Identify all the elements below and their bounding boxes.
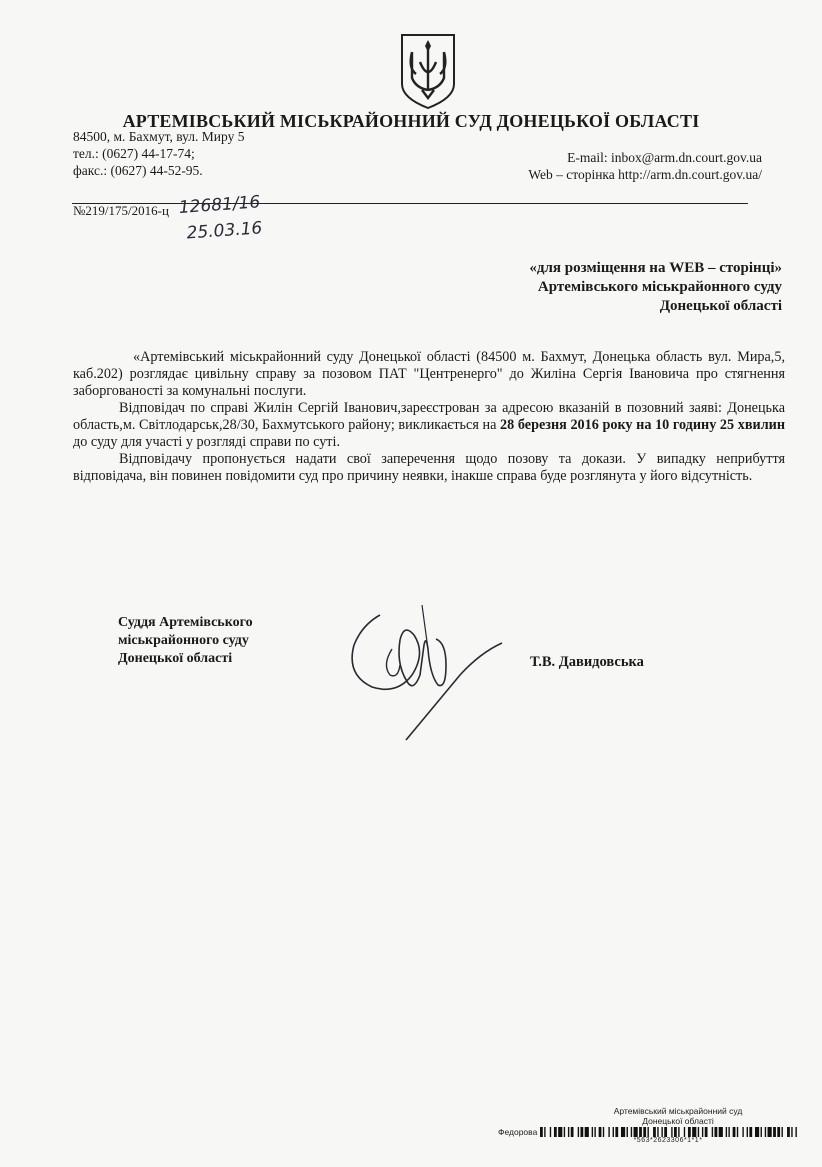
addressee-line-1: «для розміщення на WEB – сторінці» — [529, 260, 782, 276]
court-website: Web – сторінка http://arm.dn.court.gov.ua/ — [528, 167, 762, 182]
hearing-date-time: 28 березня 2016 року на 10 годину 25 хвилин — [500, 417, 785, 433]
addressee-line-3: Донецької області — [659, 298, 782, 314]
barcode-icon — [540, 1127, 798, 1137]
registration-number: №219/175/2016-ц — [73, 203, 169, 218]
notice-paragraph-1: «Артемівський міськрайонний суду Донецької області (84500 м. Бахмут, Донецька область вул. Мира,5, каб.202) розглядає цивільну справу за позовом ПАТ "Центренерго" до Жиліна Сергія Івановича про стягнення заборгованості за комунальні послуги. — [73, 349, 785, 399]
stamp-clerk-name: Федорова — [498, 1127, 538, 1137]
judge-title-line-2: міськрайонного суду — [118, 633, 249, 648]
notice-body — [73, 349, 785, 485]
handwritten-number: 12681/16 — [178, 192, 261, 218]
addressee-line-2: Артемівського міськрайонного суду — [537, 279, 782, 295]
trident-emblem-icon — [398, 32, 458, 110]
court-contacts-right — [480, 149, 762, 183]
court-title: АРТЕМІВСЬКИЙ МІСЬКРАЙОННИЙ СУД ДОНЕЦЬКОЇ ОБЛАСТІ — [122, 111, 700, 131]
court-address: 84500, м. Бахмут, вул. Миру 5 — [73, 129, 245, 144]
judge-title-line-1: Суддя Артемівського — [118, 615, 253, 630]
handwritten-signature — [342, 605, 512, 750]
court-phone: тел.: (0627) 44-17-74; — [73, 146, 195, 161]
paragraph-2-text-a: Відповідач по справі Жилін Сергій Іванович,зареєстрован за адресою вказаній в позовний заяві: Донецька область,м. Світлодарськ,28/30, Бахмутського району; викликається на — [73, 400, 785, 433]
handwritten-date: 25.03.16 — [186, 218, 263, 244]
addressee-block — [362, 259, 782, 316]
header-divider — [72, 203, 748, 204]
stamp-court-name: Артемівський міськрайонний суд — [613, 1106, 743, 1116]
notice-paragraph-3: Відповідачу пропонується надати свої заперечення щодо позову та докази. У випадку неприбуття відповідача, він повинен повідомити суд про причину неявки, інакше справа буде розглянута у його відсутність. — [73, 451, 785, 484]
notice-paragraph-2 — [73, 400, 785, 451]
court-fax: факс.: (0627) 44-52-95. — [73, 163, 203, 178]
paragraph-2-text-b: до суду для участі у розгляді справи по суті. — [73, 434, 340, 450]
judge-title-line-3: Донецької області — [118, 651, 233, 666]
court-email: E-mail: inbox@arm.dn.court.gov.ua — [567, 150, 762, 165]
handwritten-registration — [178, 189, 263, 247]
stamp-region: Донецької області — [642, 1116, 714, 1126]
barcode-number: *563*2623306*1*1* — [633, 1137, 703, 1144]
judge-name: Т.В. Давидовська — [530, 654, 644, 670]
judge-title — [118, 614, 253, 668]
registry-stamp — [498, 1106, 798, 1144]
court-contacts-left — [73, 128, 244, 179]
